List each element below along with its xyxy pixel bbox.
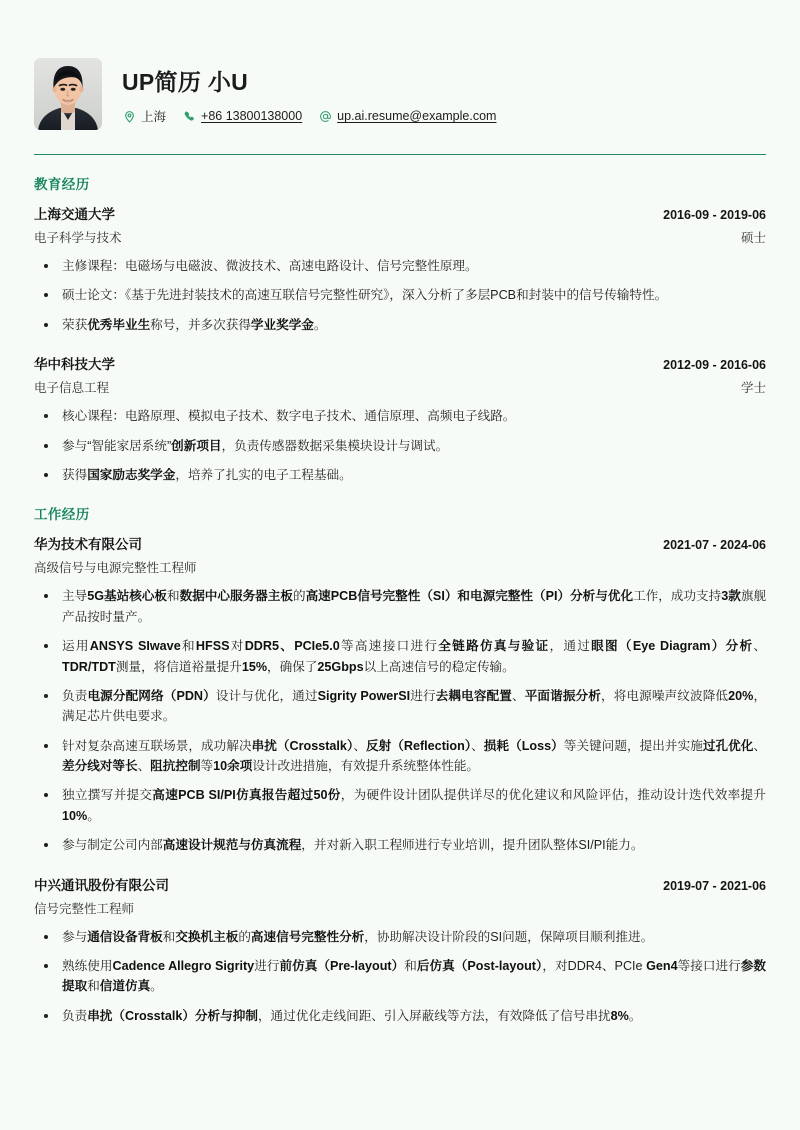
resume-section <box>34 503 766 1026</box>
bullet-item: 参与“智能家居系统”创新项目，负责传感器数据采集模块设计与调试。 <box>34 436 766 456</box>
bullet-item: 荣获优秀毕业生称号，并多次获得学业奖学金。 <box>34 315 766 335</box>
resume-header <box>34 0 766 130</box>
entry-date-range: 2012-09 - 2016-06 <box>663 358 766 373</box>
resume-entry <box>34 533 766 855</box>
header-divider <box>34 154 766 155</box>
resume-entry <box>34 874 766 1027</box>
portrait-photo-icon <box>34 58 102 130</box>
entry-header-row <box>34 203 766 223</box>
resume-entry <box>34 203 766 335</box>
bullet-item: 独立撰写并提交高速PCB SI/PI仿真报告超过50份，为硬件设计团队提供详尽的优化建议和风险评估，推动设计迭代效率提升10%。 <box>34 785 766 826</box>
entry-subtitle-row <box>34 899 766 917</box>
entry-date-range: 2019-07 - 2021-06 <box>663 878 766 893</box>
entry-role-or-major: 高级信号与电源完整性工程师 <box>34 561 197 576</box>
contact-row <box>122 107 512 125</box>
bullet-item: 获得国家励志奖学金，培养了扎实的电子工程基础。 <box>34 465 766 485</box>
bullet-item: 负责电源分配网络（PDN）设计与优化，通过Sigrity PowerSI进行去耦电容配置、平面谐振分析，将电源噪声纹波降低20%，满足芯片供电要求。 <box>34 686 766 727</box>
bullet-item: 硕士论文：《基于先进封装技术的高速互联信号完整性研究》，深入分析了多层PCB和封装中的信号传输特性。 <box>34 285 766 305</box>
location-pin-icon <box>122 109 136 123</box>
bullet-item: 针对复杂高速互联场景，成功解决串扰（Crosstalk）、反射（Reflection）、损耗（Loss）等关键问题，提出并实施过孔优化、差分线对等长、阻抗控制等10余项设计改进措施，有效提升系统整体性能。 <box>34 736 766 777</box>
entry-bullet-list <box>34 256 766 335</box>
contact-phone[interactable] <box>182 109 302 123</box>
entry-organization: 华为技术有限公司 <box>34 537 142 553</box>
entry-bullet-list <box>34 406 766 485</box>
entry-organization: 华中科技大学 <box>34 357 115 373</box>
entry-bullet-list <box>34 586 766 855</box>
header-text-block <box>122 58 512 125</box>
phone-icon <box>182 109 196 123</box>
entry-role-or-major: 信号完整性工程师 <box>34 901 135 916</box>
bullet-item: 参与制定公司内部高速设计规范与仿真流程，并对新入职工程师进行专业培训，提升团队整体SI/PI能力。 <box>34 835 766 855</box>
entry-degree: 学士 <box>740 381 766 396</box>
bullet-item: 主修课程：电磁场与电磁波、微波技术、高速电路设计、信号完整性原理。 <box>34 256 766 276</box>
contact-email[interactable] <box>318 109 496 123</box>
bullet-item: 参与通信设备背板和交换机主板的高速信号完整性分析，协助解决设计阶段的SI问题，保障项目顺利推进。 <box>34 927 766 947</box>
contact-location <box>122 107 166 125</box>
avatar <box>34 58 102 130</box>
entry-date-range: 2021-07 - 2024-06 <box>663 538 766 553</box>
bullet-item: 主导5G基站核心板和数据中心服务器主板的高速PCB信号完整性（SI）和电源完整性（PI）分析与优化工作，成功支持3款旗舰产品按时量产。 <box>34 586 766 627</box>
entry-header-row <box>34 533 766 553</box>
entry-header-row <box>34 353 766 373</box>
section-title: 工作经历 <box>34 507 90 523</box>
entry-subtitle-row <box>34 558 766 576</box>
contact-email-text[interactable]: up.ai.resume@example.com <box>337 109 497 124</box>
entry-degree: 硕士 <box>740 231 766 245</box>
entry-role-or-major: 电子科学与技术 <box>34 231 122 245</box>
entry-subtitle-row <box>34 378 766 396</box>
person-name: UP简历 小U <box>122 69 249 95</box>
entry-subtitle-row <box>34 228 766 246</box>
resume-section <box>34 173 766 485</box>
bullet-item: 核心课程：电路原理、模拟电子技术、数字电子技术、通信原理、高频电子线路。 <box>34 406 766 426</box>
bullet-item: 负责串扰（Crosstalk）分析与抑制，通过优化走线间距、引入屏蔽线等方法，有效降低了信号串扰8%。 <box>34 1006 766 1026</box>
resume-sections <box>34 173 766 1026</box>
page-cutoff-fade <box>0 1114 800 1130</box>
resume-entry <box>34 353 766 485</box>
bullet-item: 熟练使用Cadence Allegro Sigrity进行前仿真（Pre-layout）和后仿真（Post-layout），对DDR4、PCIe Gen4等接口进行参数提取和信道仿真。 <box>34 956 766 997</box>
entry-header-row <box>34 874 766 894</box>
entry-organization: 上海交通大学 <box>34 207 115 222</box>
entry-bullet-list <box>34 927 766 1027</box>
at-sign-icon <box>318 109 332 123</box>
entry-role-or-major: 电子信息工程 <box>34 381 110 396</box>
entry-organization: 中兴通讯股份有限公司 <box>34 877 169 893</box>
contact-location-text: 上海 <box>141 110 167 125</box>
bullet-item: 运用ANSYS SIwave和HFSS对DDR5、PCIe5.0等高速接口进行全链路仿真与验证，通过眼图（Eye Diagram）分析、TDR/TDT测量，将信道裕量提升15%，确保了25Gbps以上高速信号的稳定传输。 <box>34 636 766 677</box>
entry-date-range: 2016-09 - 2019-06 <box>663 208 766 222</box>
section-title: 教育经历 <box>34 177 90 192</box>
contact-phone-text[interactable]: +86 13800138000 <box>201 109 303 124</box>
